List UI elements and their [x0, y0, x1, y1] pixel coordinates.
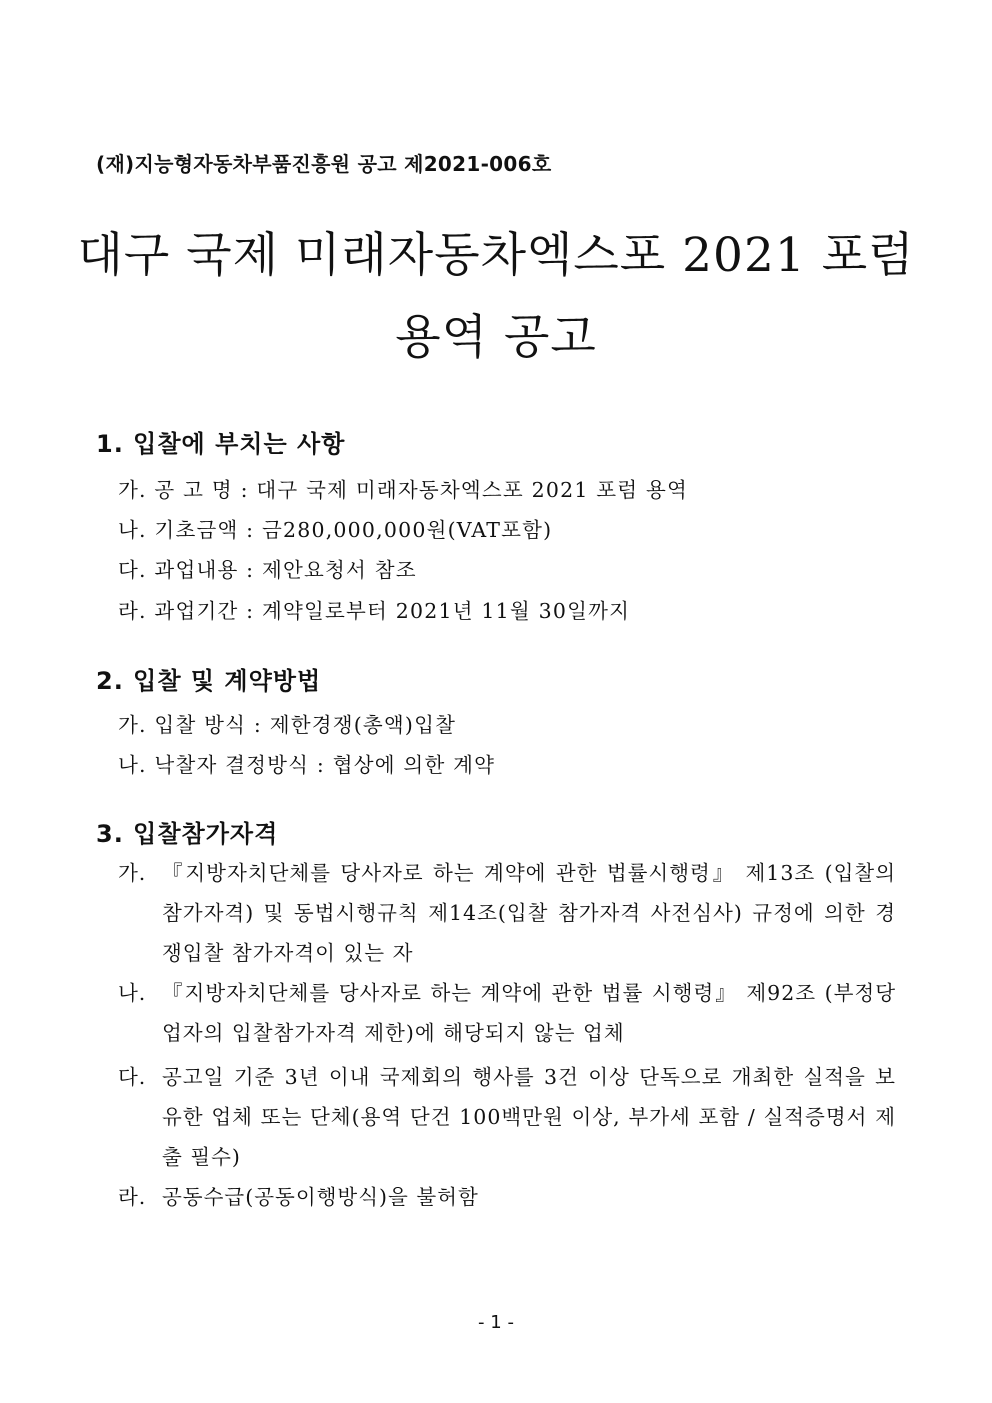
- section-2-item-b: 나. 낙찰자 결정방식 : 협상에 의한 계약: [118, 753, 496, 777]
- section-1-item-c: 다. 과업내용 : 제안요청서 참조: [118, 558, 417, 582]
- document-title-line1: 대구 국제 미래자동차엑스포 2021 포럼: [77, 228, 915, 283]
- section-3-item-b: [118, 973, 896, 1053]
- item-marker: 다.: [118, 1065, 147, 1089]
- document-title-line2: 용역 공고: [395, 310, 597, 365]
- item-marker: 나.: [118, 981, 147, 1005]
- section-2-heading: 2. 입찰 및 계약방법: [96, 667, 322, 695]
- section-2-item-a: 가. 입찰 방식 : 제한경쟁(총액)입찰: [118, 713, 457, 737]
- item-text: 『지방자치단체를 당사자로 하는 계약에 관한 법률 시행령』 제92조 (부정당업자의 입찰참가자격 제한)에 해당되지 않는 업체: [162, 981, 896, 1045]
- section-1-item-b: 나. 기초금액 : 금280,000,000원(VAT포함): [118, 518, 553, 542]
- item-marker: 라.: [118, 1185, 147, 1209]
- item-text: 공동수급(공동이행방식)을 불허함: [162, 1185, 479, 1209]
- notice-number: (재)지능형자동차부품진흥원 공고 제2021-006호: [96, 152, 552, 176]
- section-3-item-a: [118, 853, 896, 973]
- section-3-item-c: [118, 1057, 896, 1177]
- page-number: - 1 -: [478, 1312, 514, 1333]
- section-1-heading: 1. 입찰에 부치는 사항: [96, 430, 346, 458]
- item-marker: 가.: [118, 861, 147, 885]
- section-1-item-a: 가. 공 고 명 : 대구 국제 미래자동차엑스포 2021 포럼 용역: [118, 478, 689, 502]
- item-text: 공고일 기준 3년 이내 국제회의 행사를 3건 이상 단독으로 개최한 실적을 보유한 업체 또는 단체(용역 단건 100백만원 이상, 부가세 포함 / 실적증명서 제출 필수): [162, 1065, 896, 1169]
- section-3-item-d: [118, 1177, 896, 1217]
- section-3-heading: 3. 입찰참가자격: [96, 820, 279, 848]
- item-text: 『지방자치단체를 당사자로 하는 계약에 관한 법률시행령』 제13조 (입찰의 참가자격) 및 동법시행규칙 제14조(입찰 참가자격 사전심사) 규정에 의한 경쟁입찰 참가자격이 있는 자: [162, 861, 896, 965]
- section-1-item-d: 라. 과업기간 : 계약일로부터 2021년 11월 30일까지: [118, 599, 631, 623]
